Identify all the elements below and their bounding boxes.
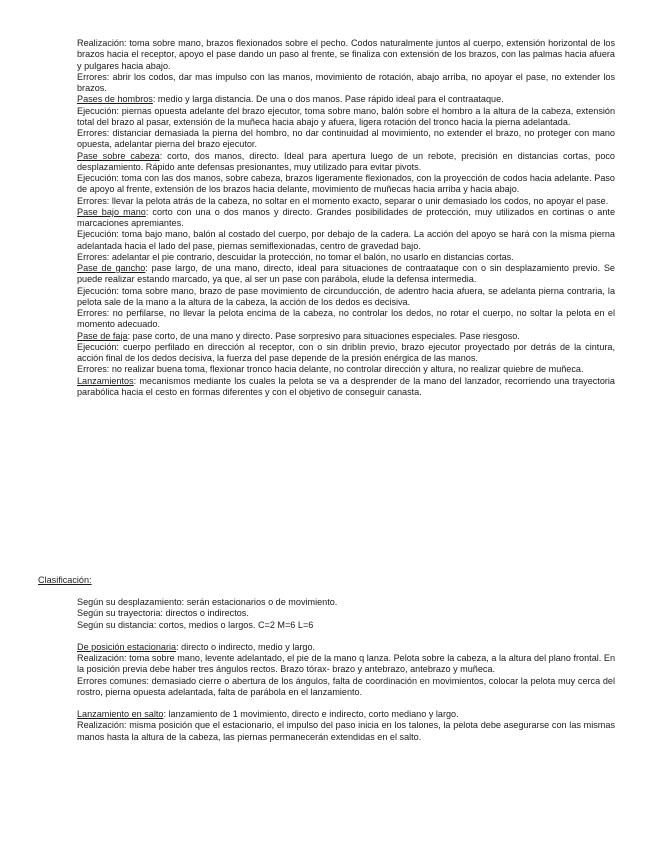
paragraph-errores-gancho: Errores: no perfilarse, no llevar la pelota encima de la cabeza, no controlar los dedos, no rotar el cuerpo, no soltar la pelota en el momento adecuado.: [77, 308, 615, 330]
paragraph-lanzamiento-salto: [77, 709, 615, 720]
paragraph-ejecucion-cabeza: Ejecución: toma con las dos manos, sobre cabeza, brazos ligeramente flexionados, con la proyección de codos hacia adelante. Paso de apoyo al frente, extensión de los brazos hacia delante, movimiento de muñecas hacia arriba y hacia abajo.: [77, 173, 615, 195]
paragraph-realizacion-estacionaria: Realización: toma sobre mano, levente adelantado, el pie de la mano q lanza. Pelota sobre la cabeza, a la altura del plano frontal. En la posición previa debe haber tres ángulos rectos. Brazo tórax- brazo y antebrazo, antebrazo y muñeca.: [77, 653, 615, 675]
heading-posicion-estacionaria: De posición estacionaria: [77, 641, 177, 652]
lanzamientos-text: : mecanismos mediante los cuales la pelota se va a desprender de la mano del lanzador, recorriendo una trayectoria parabólica hacia el cesto en formas diferentes y con el objetivo de conseguir canasta.: [77, 375, 615, 397]
paragraph-errores-cabeza: Errores: llevar la pelota atrás de la cabeza, no soltar en el momento exacto, separar o unir demasiado los codos, no apoyar el pase.: [77, 195, 609, 206]
line-desplazamiento: Según su desplazamiento: serán estacionarios o de movimiento.: [77, 597, 338, 607]
pase-sobre-cabeza-text: : corto, dos manos, directo. Ideal para apertura luego de un rebote, precisión en distancias cortas, poco desplazamiento. Rápido ante defensas presionantes, muy utilizado para evitar pivots.: [77, 150, 615, 172]
spacer: [77, 698, 615, 709]
heading-lanzamientos: Lanzamientos: [77, 375, 134, 386]
paragraph-pase-sobre-cabeza: [77, 151, 615, 174]
paragraph-lanzamientos: [77, 376, 615, 399]
heading-pase-de-gancho: Pase de gancho: [77, 263, 146, 273]
paragraph-pase-de-faja: [77, 331, 615, 342]
line-trayectoria: Según su trayectoria: directos o indirectos.: [77, 608, 249, 619]
line-distancia: Según su distancia: cortos, medios o largos. C=2 M=6 L=6: [77, 619, 314, 630]
paragraph-errores-hombros: Errores: distanciar demasiada la pierna del hombro, no dar continuidad al movimiento, no extender el brazo, no proteger con mano opuesta, adelantar pierna del brazo ejecutor.: [77, 128, 615, 150]
paragraph-posicion-estacionaria: [77, 642, 615, 653]
paragraph-realizacion-salto: Realización: misma posición que el estacionario, el impulso del paso inicia en los talones, la pelota debe asegurarse con las mismas manos hasta la altura de la cabeza, las piernas permanecerán extendidas en el salto.: [77, 720, 615, 742]
heading-clasificacion: Clasificación:: [38, 575, 92, 585]
paragraph-errores-faja: Errores: no realizar buena toma, flexionar tronco hacia delante, no controlar dirección y altura, no realizar quiebre de muñeca.: [77, 364, 584, 375]
heading-lanzamiento-salto: Lanzamiento en salto: [77, 709, 164, 719]
heading-pase-bajo-mano: Pase bajo mano: [77, 206, 146, 217]
paragraph-ejecucion-faja: Ejecución: cuerpo perfilado en dirección al receptor, con o sin driblin previo, brazo ejecutor proyectado por detrás de la cintura, acción final de los dedos decisiva, la fuerza del pase depende de la presión enérgica de las manos.: [77, 341, 615, 363]
paragraph-errores: Errores: abrir los codos, dar mas impulso con las manos, movimiento de rotación, abajo arriba, no apoyar el pase, no extender los brazos.: [77, 71, 615, 93]
passes-section: [77, 38, 615, 398]
paragraph-realizacion: Realización: toma sobre mano, brazos flexionados sobre el pecho. Codos naturalmente juntos al cuerpo, extensión horizontal de los brazos hacia el receptor, apoyo el pase dando un paso al frente, se finaliza con extensión de los brazos, con las palmas hacia afuera y pulgares hacia abajo.: [77, 38, 615, 71]
paragraph-pase-de-gancho: [77, 263, 615, 286]
pase-de-gancho-text: : pase largo, de una mano, directo, ideal para situaciones de contraataque con o sin desplazamiento previo. Se puede realizar estando marcado, ya que, al ser un pase con parábola, elude la defensa intermedia.: [77, 263, 615, 285]
paragraph-ejecucion-gancho: Ejecución: toma sobre mano, brazo de pase movimiento de circunducción, de adentro hacia afuera, se adelanta pierna contraria, la pelota sale de la mano a la altura de la cabeza, la acción de los dedos es decisiva.: [77, 285, 615, 307]
pase-bajo-mano-text: : corto con una o dos manos y directo. Grandes posibilidades de protección, muy utilizados en cortinas o ante marcaciones apremiantes.: [77, 206, 615, 228]
heading-pase-de-faja: Pase de faja: [77, 330, 128, 341]
paragraph-ejecucion-bajo: Ejecución: toma bajo mano, balón al costado del cuerpo, por debajo de la cadera. La acción del apoyo se hará con la misma pierna adelantada hacia el lado del pase, piernas semiflexionadas, centro de gravedad bajo.: [77, 229, 615, 251]
spacer: [77, 631, 615, 642]
posicion-estacionaria-text: : directo o indirecto, medio y largo.: [176, 641, 316, 652]
pases-hombros-text: : medio y larga distancia. De una o dos manos. Pase rápido ideal para el contraataque.: [152, 94, 504, 105]
heading-pase-sobre-cabeza: Pase sobre cabeza: [77, 150, 160, 161]
paragraph-errores-comunes: Errores comunes: demasiado cierre o abertura de los ángulos, falta de coordinación en movimientos, colocar la pelota muy cerca del rostro, pierna opuesta adelantada, falta de parábola en el lanzamiento.: [77, 675, 615, 697]
paragraph-pase-bajo-mano: [77, 207, 615, 230]
pase-de-faja-text: : pase corto, de una mano y directo. Pase sorpresivo para situaciones especiales. Pase riesgoso.: [127, 330, 520, 341]
lanzamiento-salto-text: : lanzamiento de 1 movimiento, directo e indirecto, corto mediano y largo.: [163, 709, 459, 719]
paragraph-pases-hombros: [77, 94, 615, 105]
classification-section: [77, 597, 615, 743]
paragraph-ejecucion-hombros: Ejecución: piernas opuesta adelante del brazo ejecutor, toma sobre mano, balón sobre el hombro a la altura de la cabeza, extensión total del brazo al pasar, extensión de la muñeca hacia abajo y afuera, ligera rotación del tronco hacia la pierna adelantada.: [77, 105, 615, 127]
paragraph-errores-bajo: Errores: adelantar el pie contrario, descuidar la protección, no tomar el balón, no usarlo en distancias cortas.: [77, 251, 514, 262]
heading-pases-hombros: Pases de hombros: [77, 94, 153, 105]
